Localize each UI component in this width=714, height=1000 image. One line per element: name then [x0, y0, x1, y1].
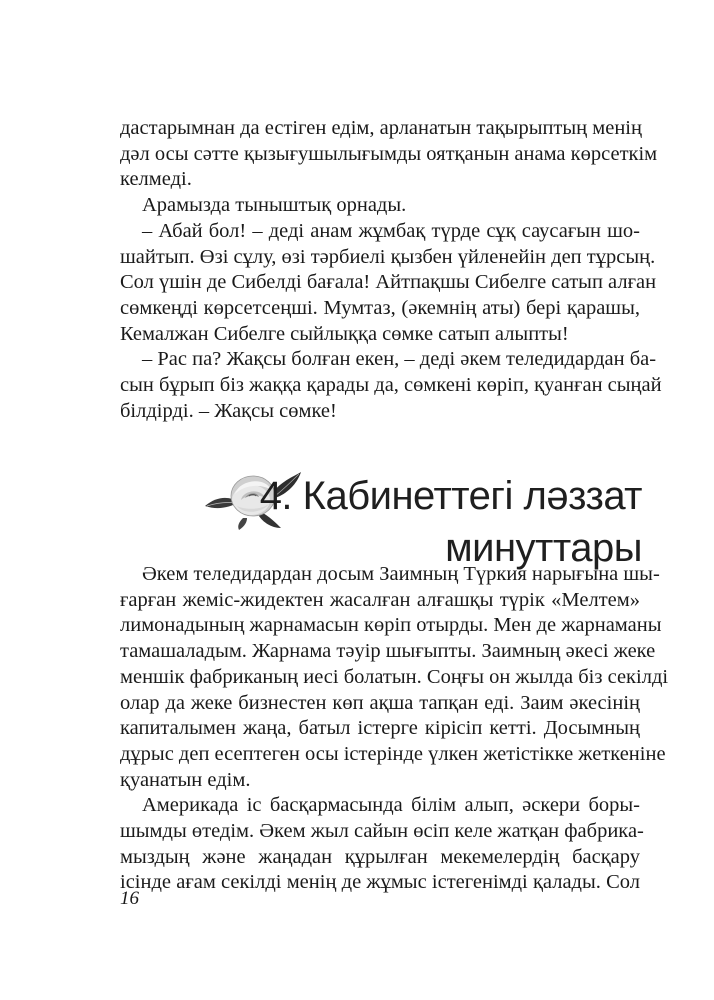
text-line: дұрыс деп есептеген осы істерінде үлкен жетістікке жеткеніне: [120, 742, 666, 765]
text-line: шайтып. Өзі сұлу, өзі тәрбиелі қызбен үйленейін деп тұрсың.: [120, 245, 656, 268]
text-line: – Рас па? Жақсы болған екен, – деді әкем теледидардан ба-: [142, 348, 657, 371]
text-line: дәл осы сәтте қызығушылығымды оятқанын анама көрсеткім: [120, 142, 658, 165]
text-line: ғарған жеміс-жидектен жасалған алғашқы түрік «Мелтем»: [120, 588, 640, 611]
text-line: мыздың және жаңадан құрылған мекемелердің басқару: [120, 845, 640, 868]
text-line: Арамызда тыныштық орнады.: [142, 194, 407, 217]
text-line: сөмкеңді көрсетсеңші. Мумтаз, (әкемнің аты) бері қарашы,: [120, 296, 640, 319]
text-line: Сол үшін де Сибелді бағала! Айтпақшы Сибелге сатып алған: [120, 271, 657, 294]
text-line: шымды өтедім. Әкем жыл сайын өсіп келе жатқан фабрика-: [120, 820, 644, 843]
text-line: лимонадының жарнамасын көріп отырды. Мен де жарнаманы: [120, 614, 662, 637]
text-line: Америкада іс басқармасында білім алып, әскери боры-: [142, 794, 640, 817]
page-number: 16: [120, 888, 139, 909]
text-line: тамашаладым. Жарнама тәуір шығыпты. Заимның әкесі жеке: [120, 640, 656, 663]
chapter-title-line-2: минуттары: [445, 526, 642, 570]
chapter-title: [260, 470, 642, 574]
text-line: дастарымнан да естіген едім, арланатын тақырыптың менің: [120, 117, 642, 139]
paragraph-block-bottom: [120, 562, 669, 896]
text-line: келмеді.: [120, 168, 192, 191]
text-line: капиталымен жаңа, батыл істерге кірісіп кетті. Досымның: [120, 717, 640, 740]
text-line: қуанатын едім.: [120, 768, 251, 791]
text-line: ісінде ағам секілді менің де жұмыс істегенімді қалады. Сол: [120, 871, 640, 894]
text-line: Әкем теледидардан досым Заимның Түркия нарығына шы-: [142, 563, 660, 585]
text-line: меншік фабриканың иесі болатын. Соңғы он жылда біз секілді: [120, 665, 669, 688]
chapter-title-line-1: 4. Кабинеттегі ләззат: [259, 474, 642, 518]
text-line: олар да жеке бизнестен көп ақша тапқан еді. Заим әкесінің: [120, 691, 640, 714]
paragraph-block-top: [120, 116, 662, 424]
text-line: – Абай бол! – деді анам жұмбақ түрде сұқ саусағын шо-: [142, 219, 640, 242]
text-line: сын бұрып біз жаққа қарады да, сөмкені көріп, қуанған сыңай: [120, 374, 662, 397]
text-line: білдірді. – Жақсы сөмке!: [120, 399, 337, 422]
text-line: Кемалжан Сибелге сыйлыққа сөмке сатып алыпты!: [120, 322, 569, 345]
